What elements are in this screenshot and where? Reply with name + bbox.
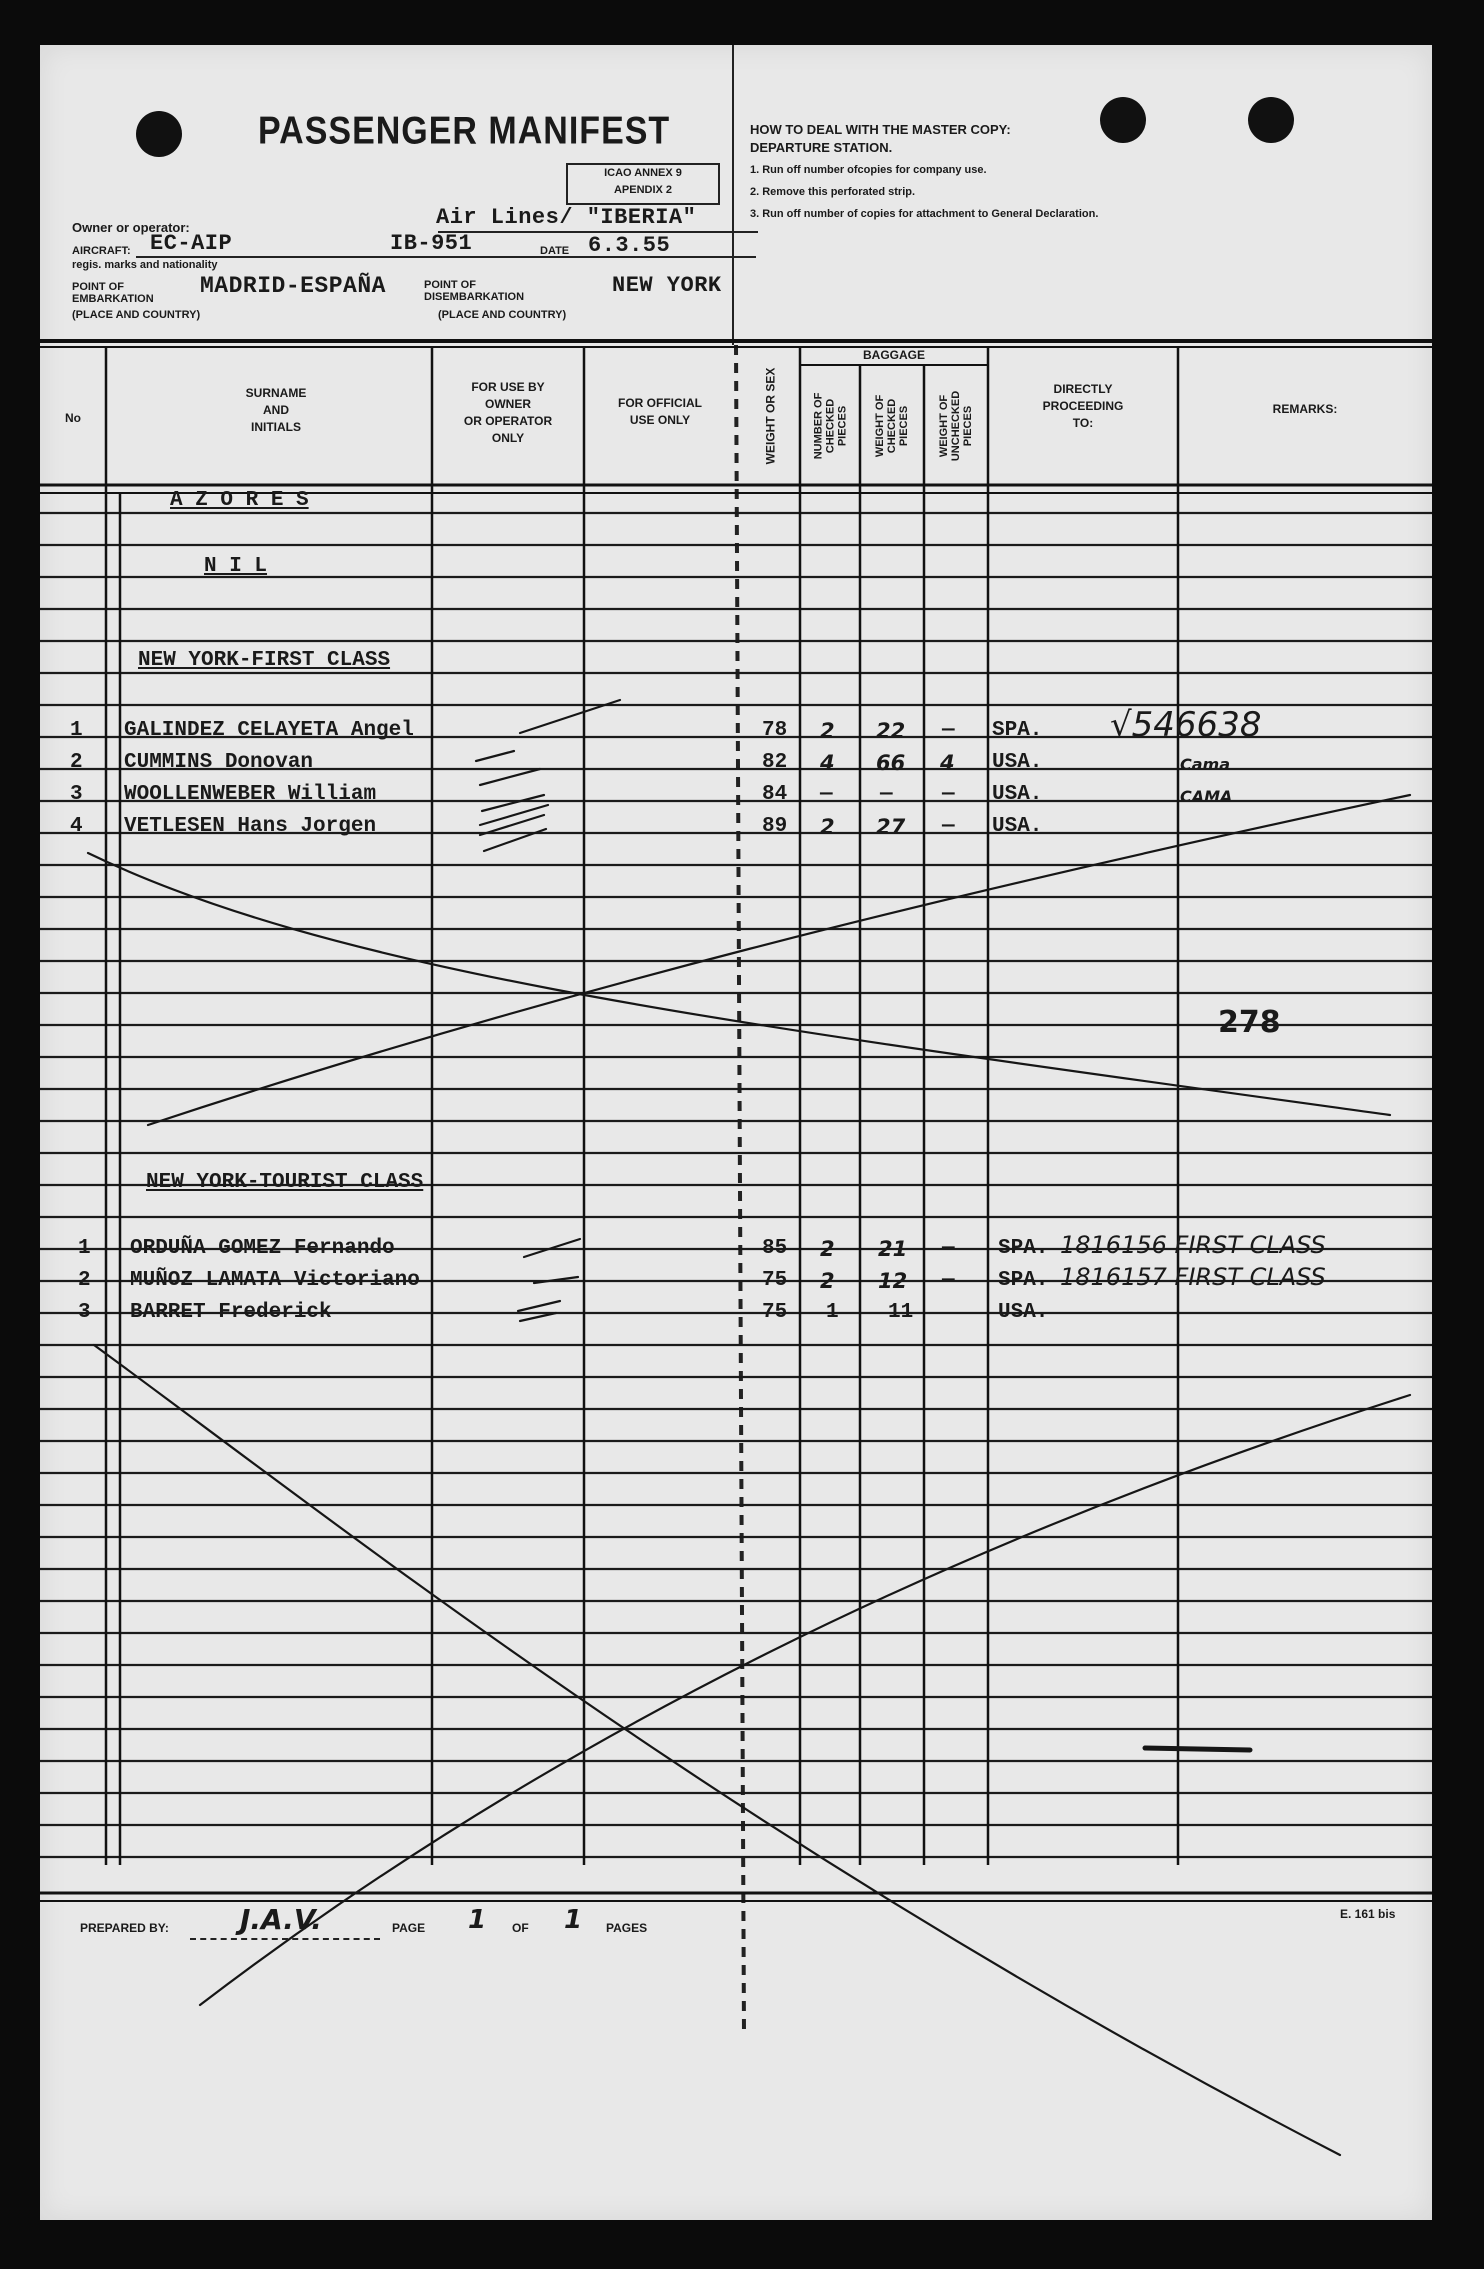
col-header-line: WEIGHT OF bbox=[938, 394, 950, 458]
col-header-weight-unchecked bbox=[924, 367, 988, 485]
col-header-line: WEIGHT OF bbox=[873, 394, 886, 458]
row-remark: Cama bbox=[1180, 755, 1231, 774]
row-pieces: 2 bbox=[820, 1237, 835, 1261]
col-header-line: AND bbox=[263, 403, 289, 417]
col-header-line: PIECES bbox=[897, 405, 910, 447]
col-header-line: PROCEEDING bbox=[1042, 399, 1124, 413]
owner-label: Owner or operator: bbox=[72, 220, 190, 235]
col-header-line: CHECKED bbox=[824, 398, 837, 454]
row-destination: USA. bbox=[992, 783, 1043, 806]
col-header-line: INITIALS bbox=[251, 420, 301, 434]
col-header-no: No bbox=[65, 411, 81, 425]
row-weight: 78 bbox=[762, 719, 788, 742]
col-header-line: UNCHECKED bbox=[950, 390, 962, 462]
owner-value: Air Lines/ "IBERIA" bbox=[436, 205, 697, 230]
section-azores: A Z O R E S bbox=[170, 489, 309, 512]
col-header-proceeding bbox=[988, 381, 1178, 432]
embark-value: MADRID-ESPAÑA bbox=[200, 273, 386, 299]
row-bag-weight: 21 bbox=[878, 1237, 908, 1261]
prepared-label: PREPARED BY: bbox=[80, 1921, 169, 1935]
date-label: DATE bbox=[540, 245, 570, 257]
col-header-weight-sex bbox=[740, 347, 800, 485]
col-header-line: TO: bbox=[1072, 416, 1094, 430]
pages-label: PAGES bbox=[606, 1921, 648, 1935]
instructions-subtitle: DEPARTURE STATION. bbox=[750, 140, 893, 155]
col-header-line: ONLY bbox=[491, 431, 525, 445]
row-destination: SPA. bbox=[992, 719, 1043, 742]
instructions-title: HOW TO DEAL WITH THE MASTER COPY: bbox=[750, 122, 1011, 137]
col-header-line: PIECES bbox=[962, 405, 974, 447]
row-remark: 1816156 FIRST CLASS bbox=[1060, 1231, 1326, 1259]
row-name: ORDUÑA GOMEZ Fernando bbox=[130, 1237, 395, 1260]
col-header-line: NUMBER OF bbox=[812, 392, 825, 460]
row-no: 3 bbox=[78, 1301, 91, 1324]
table-row bbox=[40, 1231, 1432, 1263]
manifest-grid bbox=[40, 45, 1432, 2220]
row-name: CUMMINS Donovan bbox=[124, 751, 314, 774]
row-pieces: 2 bbox=[820, 719, 835, 743]
row-pieces: 1 bbox=[826, 1301, 839, 1324]
disembark-label: POINT OF DISEMBARKATION bbox=[424, 279, 525, 303]
row-unchecked: — bbox=[942, 719, 955, 742]
col-header-line: DIRECTLY bbox=[1053, 382, 1113, 396]
embark-sub: (PLACE AND COUNTRY) bbox=[72, 309, 201, 321]
table-row bbox=[40, 815, 1432, 841]
row-weight: 75 bbox=[762, 1269, 788, 1292]
row-unchecked: — bbox=[942, 1237, 955, 1260]
row-pieces: — bbox=[820, 783, 833, 806]
prepared-value: J.A.V. bbox=[240, 1903, 322, 1936]
row-pieces: 4 bbox=[820, 751, 835, 775]
row-bag-weight: 66 bbox=[876, 751, 906, 775]
row-destination: SPA. bbox=[998, 1237, 1049, 1260]
instruction-item: 2. Remove this perforated strip. bbox=[750, 186, 916, 198]
col-header-line: OR OPERATOR bbox=[463, 414, 553, 428]
col-header-owner-use bbox=[432, 379, 584, 447]
row-bag-weight: 22 bbox=[876, 719, 906, 743]
row-no: 2 bbox=[70, 751, 83, 774]
table-row bbox=[40, 1263, 1432, 1295]
strike-through-marks bbox=[88, 700, 1410, 2155]
aircraft-sub: regis. marks and nationality bbox=[72, 259, 218, 271]
row-no: 3 bbox=[70, 783, 83, 806]
row-destination: USA. bbox=[998, 1301, 1049, 1324]
prepared-underline bbox=[190, 1938, 380, 1940]
row-bag-weight: 11 bbox=[888, 1301, 914, 1324]
row-unchecked: — bbox=[942, 815, 955, 838]
col-header-surname bbox=[124, 385, 428, 436]
row-name: VETLESEN Hans Jorgen bbox=[124, 815, 377, 838]
row-bag-weight: 27 bbox=[876, 815, 906, 839]
first-class-total: 278 bbox=[1218, 1005, 1281, 1040]
section-tourist-class: NEW YORK-TOURIST CLASS bbox=[146, 1171, 424, 1194]
row-destination: USA. bbox=[992, 815, 1043, 838]
table-row bbox=[40, 1301, 1432, 1327]
row-bag-weight: — bbox=[880, 783, 893, 806]
row-destination: USA. bbox=[992, 751, 1043, 774]
table-row bbox=[40, 705, 1432, 745]
col-header-line: FOR OFFICIAL bbox=[618, 396, 702, 410]
aircraft-label: AIRCRAFT: bbox=[72, 245, 131, 257]
instruction-item: 3. Run off number of copies for attachment to General Declaration. bbox=[750, 208, 1099, 220]
row-weight: 82 bbox=[762, 751, 788, 774]
col-header-line: OWNER bbox=[485, 397, 531, 411]
col-header-official bbox=[584, 395, 736, 429]
row-unchecked: — bbox=[942, 783, 955, 806]
table-row bbox=[40, 751, 1432, 777]
page-label: PAGE bbox=[392, 1921, 426, 1935]
row-remark: CAMA bbox=[1180, 787, 1233, 806]
col-header-baggage: BAGGAGE bbox=[862, 348, 925, 362]
manifest-title: PASSENGER MANIFEST bbox=[258, 109, 671, 153]
annex-line: ICAO ANNEX 9 bbox=[604, 167, 682, 179]
page-value: 1 bbox=[468, 1905, 487, 1935]
disembark-value: NEW YORK bbox=[612, 273, 722, 298]
section-nil: N I L bbox=[204, 555, 268, 578]
perforation-line bbox=[736, 345, 744, 2035]
annex-line: APENDIX 2 bbox=[613, 184, 673, 196]
row-pieces: 2 bbox=[820, 1269, 835, 1293]
of-label: OF bbox=[512, 1921, 529, 1935]
row-unchecked: — bbox=[942, 1269, 955, 1292]
col-header-line: SURNAME bbox=[245, 386, 307, 400]
col-header-line: USE ONLY bbox=[629, 413, 691, 427]
row-remark: √546638 bbox=[1110, 705, 1262, 745]
row-remark: 1816157 FIRST CLASS bbox=[1060, 1263, 1326, 1291]
aircraft-value: EC-AIP bbox=[150, 231, 233, 256]
row-bag-weight: 12 bbox=[878, 1269, 908, 1293]
col-header-weight-checked bbox=[860, 367, 924, 485]
section-first-class: NEW YORK-FIRST CLASS bbox=[138, 649, 391, 672]
row-name: BARRET Frederick bbox=[130, 1301, 332, 1324]
embark-label: POINT OF EMBARKATION bbox=[72, 281, 154, 305]
row-no: 4 bbox=[70, 815, 83, 838]
col-header-remarks: REMARKS: bbox=[1272, 402, 1338, 416]
row-destination: SPA. bbox=[998, 1269, 1049, 1292]
col-header-line: WEIGHT OR SEX bbox=[763, 367, 777, 465]
manifest-sheet bbox=[40, 45, 1432, 2220]
flight-value: IB-951 bbox=[390, 231, 473, 256]
row-weight: 85 bbox=[762, 1237, 788, 1260]
date-value: 6.3.55 bbox=[588, 233, 671, 258]
row-name: MUÑOZ LAMATA Victoriano bbox=[130, 1269, 420, 1292]
row-no: 2 bbox=[78, 1269, 91, 1292]
table-row bbox=[40, 783, 1432, 809]
row-name: GALINDEZ CELAYETA Angel bbox=[124, 719, 414, 742]
disembark-sub: (PLACE AND COUNTRY) bbox=[438, 309, 567, 321]
col-header-num-checked bbox=[800, 367, 860, 485]
form-code: E. 161 bis bbox=[1340, 1907, 1396, 1921]
row-unchecked: 4 bbox=[940, 751, 955, 775]
row-no: 1 bbox=[78, 1237, 91, 1260]
instruction-item: 1. Run off number ofcopies for company use. bbox=[750, 164, 987, 176]
of-value: 1 bbox=[564, 1905, 583, 1935]
row-weight: 89 bbox=[762, 815, 788, 838]
col-header-line: CHECKED bbox=[885, 398, 898, 454]
row-weight: 75 bbox=[762, 1301, 788, 1324]
row-pieces: 2 bbox=[820, 815, 835, 839]
row-name: WOOLLENWEBER William bbox=[124, 783, 377, 806]
row-weight: 84 bbox=[762, 783, 788, 806]
col-header-line: PIECES bbox=[836, 405, 849, 447]
col-header-line: FOR USE BY bbox=[471, 380, 545, 394]
row-no: 1 bbox=[70, 719, 83, 742]
